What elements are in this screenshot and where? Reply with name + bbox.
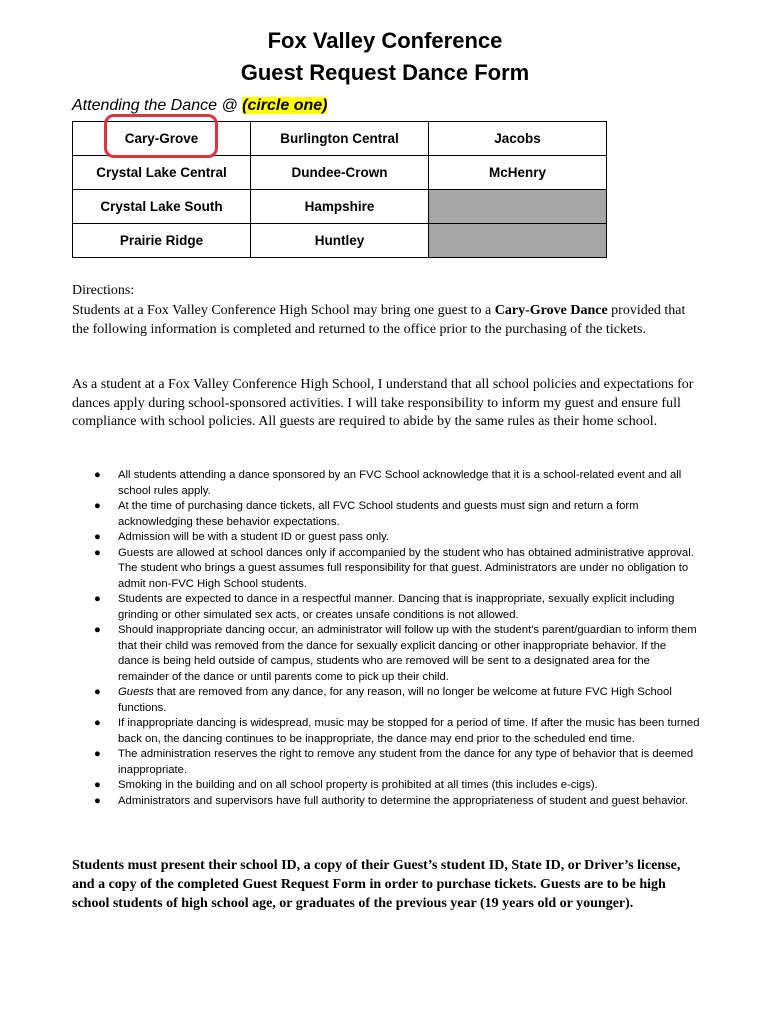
rule-text: Administrators and supervisors have full authority to determine the appropriateness of student and guest behavior. — [118, 794, 689, 807]
rule-text: that are removed from any dance, for any reason, will no longer be welcome at future FVC High School functions. — [118, 686, 672, 714]
rule-text: All students attending a dance sponsored by an FVC School acknowledge that it is a school-related event and all school rules apply. — [118, 469, 682, 497]
list-item — [72, 685, 700, 716]
school-cell-cary-grove[interactable]: Cary-Grove — [73, 122, 251, 156]
table-row — [73, 156, 607, 190]
rule-text: Smoking in the building and on all school property is prohibited at all times (this includes e-cigs). — [118, 779, 598, 791]
para1-start: Students at a Fox Valley Conference High School may bring one guest to a — [72, 303, 495, 318]
list-item — [72, 546, 700, 593]
rule-guests-word: Guests — [118, 686, 154, 698]
empty-shaded-cell — [429, 190, 607, 224]
school-cell-crystal-lake-south[interactable]: Crystal Lake South — [73, 190, 251, 224]
form-title-line1: Fox Valley Conference — [267, 28, 503, 53]
list-item — [72, 468, 700, 499]
rule-text: Should inappropriate dancing occur, an administrator will follow up with the student's parent/guardian to inform them that their child was removed from the dance for sexually explicit dancing or other inappropriate behavior. If the dance is being held outside of campus, students who are removed will be sent to a designated area for the remainder of the dance or until parents come to pick up their child. — [118, 624, 697, 683]
rule-text: Admission will be with a student ID or guest pass only. — [118, 531, 390, 543]
circle-one-highlight: (circle one) — [242, 97, 328, 114]
directions-heading: Directions: — [72, 283, 135, 298]
bullet-icon: ● — [94, 717, 101, 729]
bullet-icon: ● — [94, 546, 101, 559]
bullet-icon: ● — [94, 624, 101, 636]
list-item — [72, 794, 700, 810]
list-item — [72, 623, 700, 685]
rules-list — [72, 468, 700, 809]
para1-dance-name: Cary-Grove Dance — [494, 303, 608, 318]
rule-text: Students are expected to dance in a respectful manner. Dancing that is inappropriate, sexually explicit including grinding or other simulated sex acts, or creates unsafe conditions is not allowed. — [118, 593, 675, 621]
attending-prompt — [72, 97, 327, 115]
list-item — [72, 530, 700, 546]
table-row — [73, 190, 607, 224]
form-title-line2: Guest Request Dance Form — [240, 60, 530, 85]
id-requirement-note: Students must present their school ID, a copy of their Guest’s student ID, State ID, or Driver’s license, and a copy of the completed Guest Request Form in order to purchase tickets. Guests are to be high school students of high school age, or graduates of the previous year (19 years old or younger). — [72, 858, 681, 911]
directions-paragraph-1 — [72, 302, 702, 339]
rule-text: Guests are allowed at school dances only if accompanied by the student who has obtained administrative approval. The student who brings a guest assumes full responsibility for that guest. Administrators are under no obligation to admit non-FVC High School students. — [118, 546, 694, 590]
school-cell-prairie-ridge[interactable]: Prairie Ridge — [73, 224, 251, 258]
rule-text: If inappropriate dancing is widespread, music may be stopped for a period of time. If after the music has been turned back on, the dancing continues to be inappropriate, the dance may end prior to the scheduled end time. — [118, 717, 700, 745]
list-item — [72, 747, 700, 778]
empty-shaded-cell — [429, 224, 607, 258]
attending-prefix: Attending the Dance @ — [72, 97, 243, 114]
school-cell-huntley[interactable]: Huntley — [251, 224, 429, 258]
rule-text: The administration reserves the right to remove any student from the dance for any type of behavior that is deemed inappropriate. — [118, 748, 694, 776]
school-cell-crystal-lake-central[interactable]: Crystal Lake Central — [73, 156, 251, 190]
school-cell-hampshire[interactable]: Hampshire — [251, 190, 429, 224]
bullet-icon: ● — [94, 593, 101, 605]
school-cell-dundee-crown[interactable]: Dundee-Crown — [251, 156, 429, 190]
bullet-icon: ● — [94, 748, 101, 760]
bullet-icon: ● — [94, 500, 101, 512]
list-item — [72, 499, 700, 530]
bullet-icon: ● — [94, 531, 101, 543]
table-row — [73, 224, 607, 258]
bullet-icon: ● — [94, 794, 101, 807]
list-item — [72, 716, 700, 747]
school-cell-mchenry[interactable]: McHenry — [429, 156, 607, 190]
list-item — [72, 592, 700, 623]
rule-text: At the time of purchasing dance tickets, all FVC School students and guests must sign and return a form acknowledging these behavior expectations. — [118, 500, 639, 528]
selection-circle — [104, 114, 218, 158]
school-cell-jacobs[interactable]: Jacobs — [429, 122, 607, 156]
list-item — [72, 778, 700, 794]
bullet-icon: ● — [94, 686, 101, 698]
bullet-icon: ● — [94, 469, 101, 481]
bullet-icon: ● — [94, 779, 101, 791]
school-cell-burlington-central[interactable]: Burlington Central — [251, 122, 429, 156]
directions-paragraph-2: As a student at a Fox Valley Conference High School, I understand that all school policies and expectations for dances apply during school-sponsored activities. I will take responsibility to inform my guest and ensure full compliance with school policies. All guests are required to abide by the same rules as their home school. — [72, 377, 694, 429]
para1-end: provided that the following information is completed and returned to the office prior to the purchasing of the tickets. — [72, 303, 686, 337]
